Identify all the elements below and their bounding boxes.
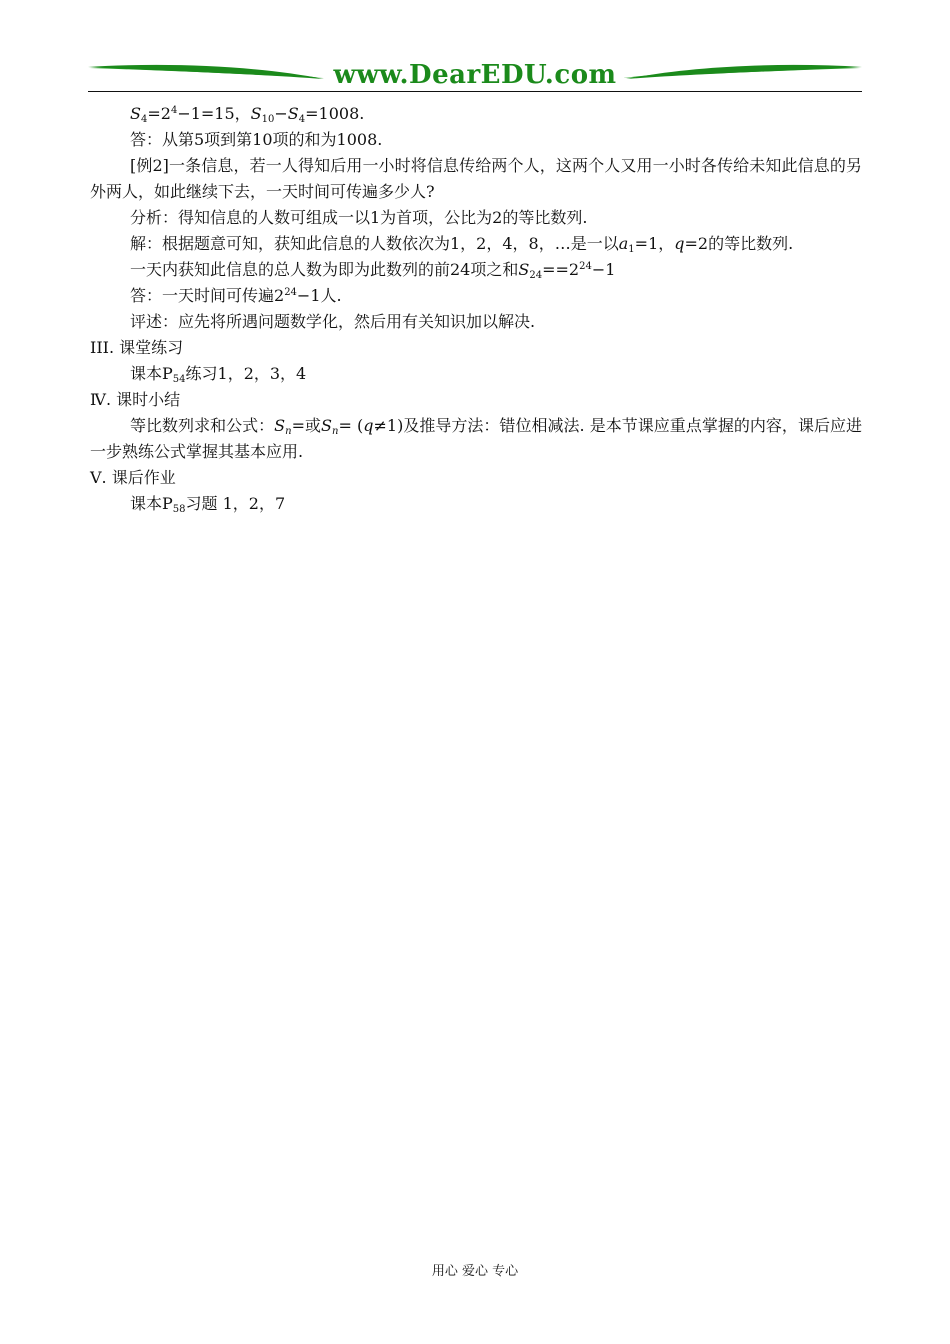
answer-line-1: 答：从第5项到第10项的和为1008.: [130, 130, 383, 149]
section-heading-4: Ⅳ. 课时小结: [90, 390, 181, 409]
sum-line: 一天内获知此信息的总人数为即为此数列的前24项之和$S_{24}==2^{24}-1$: [130, 260, 616, 281]
summary-paragraph: 等比数列求和公式：$S_n=$或$S_n= (q\ne 1)$及推导方法：错位相减法. 是本节课应重点掌握的内容，课后应进一步熟练公式掌握其基本应用.: [90, 416, 862, 461]
comment-line: 评述：应先将所遇问题数学化，然后用有关知识加以解决.: [130, 312, 536, 331]
analysis-line: 分析：得知信息的人数可组成一以1为首项，公比为2的等比数列.: [130, 208, 588, 227]
section-heading-3: III. 课堂练习: [90, 338, 184, 357]
answer-line-2: 答：一天时间可传遍$2^{24}-1$人.: [130, 286, 342, 305]
site-logo-text: www.DearEDU.com: [333, 60, 617, 90]
practice-line: 课本$P_{54}$练习1，2，3，4: [130, 364, 307, 385]
site-header: [88, 58, 862, 94]
solution-line: 解：根据题意可知，获知此信息的人数依次为1，2，4，8，…是一以$a_1=1$，q=2的等比数列.: [130, 234, 794, 255]
page-footer: 用心 爱心 专心: [431, 1264, 519, 1279]
example-2-question: [例2]一条信息，若一人得知后用一小时将信息传给两个人，这两个人又用一小时各传给未知此信息的另外两人，如此继续下去，一天时间可传遍多少人?: [90, 156, 862, 201]
document-body: [90, 101, 862, 517]
homework-line: 课本$P_{58}$习题 1，2，7: [130, 494, 286, 515]
header-divider: [88, 91, 862, 92]
section-heading-5: Ⅴ. 课后作业: [90, 468, 176, 487]
line-s4-s10: $S_4=2^4-1=15$，$S_{10}-S_4=1008$.: [130, 104, 365, 125]
